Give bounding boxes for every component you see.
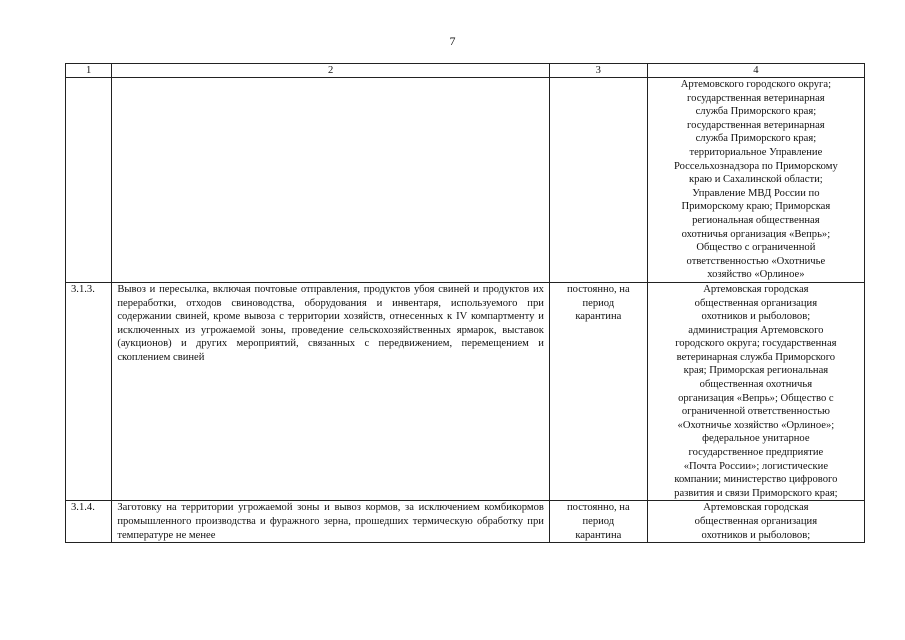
executor-line: служба Приморского края;: [695, 133, 817, 145]
executor-line: организация «Вепрь»; Общество с: [678, 392, 834, 404]
column-header: 2: [112, 64, 550, 78]
row-description: [112, 78, 550, 283]
executor-line: хозяйство «Орлиное»: [707, 269, 805, 281]
executor-line: Артемовская городская: [703, 283, 809, 295]
page-number: 7: [449, 34, 456, 48]
row-description: Вывоз и пересылка, включая почтовые отправления, продуктов убоя свиней и продуктов их переработки, отходов свиноводства, оборудования и инвентаря, используемого при содержании свиней, кроме вывоза с территории хозяйств, отнесенных к IV компартменту и исключенных из угрожаемой зоны, проведение сельскохозяйственных ярмарок, выставок (аукционов) и других мероприятий, связанных с передвижением, перемещением и скоплением свиней: [112, 282, 550, 501]
column-header: 3: [549, 64, 647, 78]
executor-line: ответственностью «Охотничье: [686, 255, 826, 267]
executor-line: Приморскому краю; Приморская: [681, 201, 831, 213]
period-line: карантина: [575, 529, 622, 541]
executor-line: общественная охотничья: [699, 379, 813, 391]
row-period: [549, 501, 647, 543]
row-number: 3.1.4.: [66, 501, 112, 543]
table-header-row: [66, 64, 865, 78]
column-header: 1: [66, 64, 112, 78]
executor-line: охотничья организация «Вепрь»;: [681, 228, 831, 240]
executor-line: городского округа; государственная: [675, 338, 837, 350]
row-description: Заготовку на территории угрожаемой зоны и вывоз кормов, за исключением комбикормов промышленного производства и фуражного зерна, прошедших термическую обработку при температуре не менее: [112, 501, 550, 543]
executor-line: ветеринарная служба Приморского: [676, 351, 836, 363]
executor-line: Общество с ограниченной: [696, 242, 816, 254]
row-number: [66, 78, 112, 283]
period-line: карантина: [575, 311, 622, 323]
executor-line: компании; министерство цифрового: [674, 474, 838, 486]
row-number: 3.1.3.: [66, 282, 112, 501]
executor-line: общественная организация: [694, 297, 818, 309]
period-line: постоянно, на: [566, 502, 630, 514]
executor-line: администрация Артемовского: [688, 324, 824, 336]
row-executors: [647, 282, 864, 501]
executor-line: Россельхознадзора по Приморскому: [673, 160, 838, 172]
executor-line: Управление МВД России по: [692, 187, 820, 199]
executor-line: Артемовская городская: [703, 502, 809, 514]
executor-line: государственная ветеринарная: [687, 119, 825, 131]
executor-line: «Почта России»; логистические: [683, 460, 829, 472]
column-header: 4: [647, 64, 864, 78]
executor-line: региональная общественная: [692, 214, 820, 226]
executor-line: общественная организация: [694, 516, 818, 527]
table-row: [66, 501, 865, 543]
executor-line: ограниченной ответственностью: [681, 406, 830, 418]
executor-line: развития и связи Приморского края;: [674, 487, 838, 499]
measures-table: [65, 63, 865, 543]
executor-line: служба Приморского края;: [695, 106, 817, 118]
row-executors: [647, 78, 864, 283]
executor-line: государственная ветеринарная: [687, 92, 825, 104]
executor-line: территориальное Управление: [689, 146, 823, 158]
row-executors: [647, 501, 864, 543]
table-row: [66, 282, 865, 501]
executor-line: Артемовского городского округа;: [680, 79, 832, 90]
executor-line: края; Приморская региональная: [683, 365, 829, 377]
executor-line: «Охотничье хозяйство «Орлиное»;: [677, 419, 835, 431]
row-period: [549, 282, 647, 501]
period-line: период: [582, 516, 615, 527]
executor-line: краю и Сахалинской области;: [689, 174, 823, 186]
table-row: [66, 78, 865, 283]
executor-line: охотников и рыболовов;: [701, 529, 811, 541]
period-line: период: [582, 297, 615, 309]
executor-line: охотников и рыболовов;: [701, 311, 811, 323]
executor-line: государственное предприятие: [688, 447, 824, 459]
period-line: постоянно, на: [566, 283, 630, 295]
row-period: [549, 78, 647, 283]
executor-line: федеральное унитарное: [702, 433, 810, 445]
